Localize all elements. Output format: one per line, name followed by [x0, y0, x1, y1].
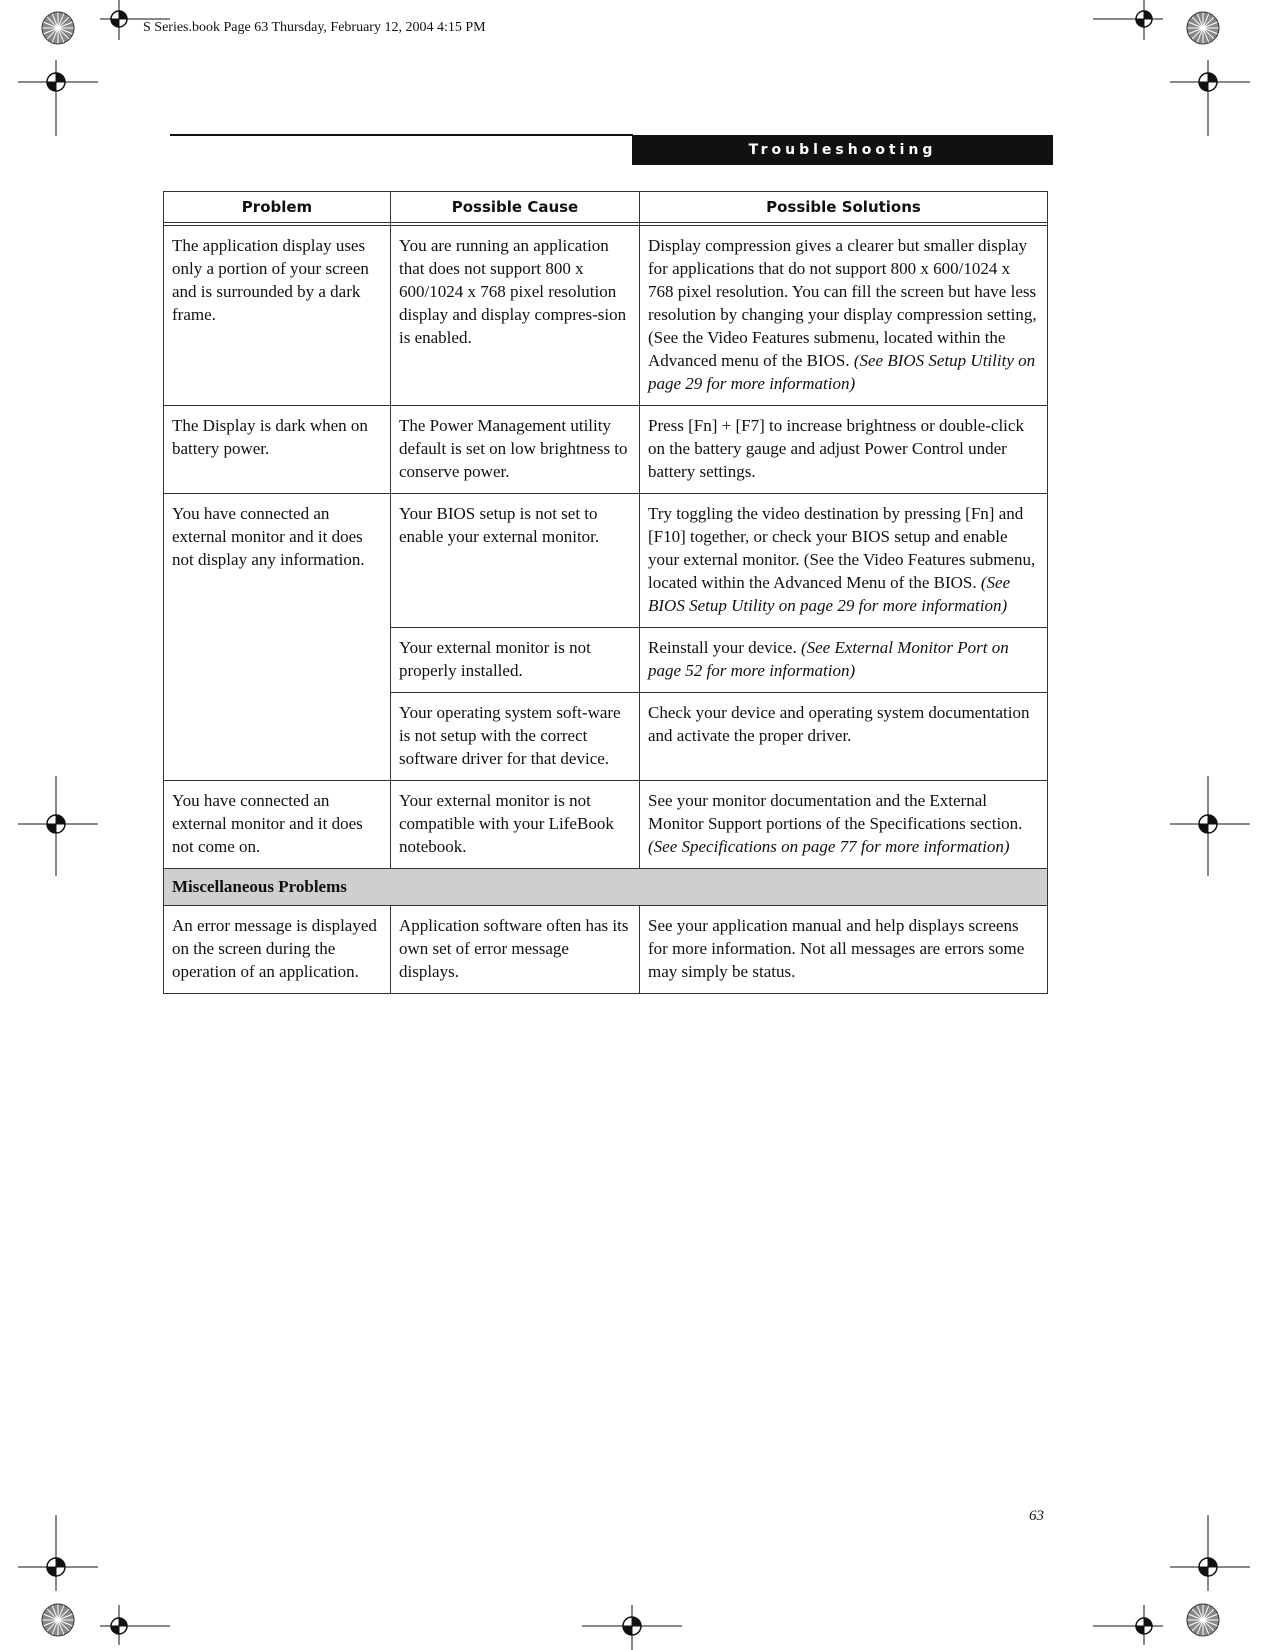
crosshair-mark-icon: [1093, 1605, 1163, 1645]
solution-text: Press [Fn] + [F7] to increase brightness or double-click on the battery gauge and adjust Power Control under battery settings.: [648, 416, 1024, 481]
problem-cell: The Display is dark when on battery power.: [164, 406, 391, 494]
crosshair-mark-icon: [582, 1605, 682, 1650]
table-row: [164, 406, 1048, 494]
crosshair-mark-icon: [18, 776, 98, 876]
cause-cell: The Power Management utility default is set on low brightness to conserve power.: [391, 406, 640, 494]
table-row: [164, 781, 1048, 869]
crosshair-mark-icon: [1170, 60, 1250, 136]
crosshair-mark-icon: [1170, 1515, 1250, 1591]
solution-text: See your application manual and help displays screens for more information. Not all messages are errors some may simply be status.: [648, 916, 1025, 981]
solution-reference: (See Specifications on page 77 for more information): [648, 837, 1010, 856]
registration-wheel-icon: [40, 1602, 76, 1638]
solution-text: Check your device and operating system documentation and activate the proper driver.: [648, 703, 1030, 745]
solution-cell: [640, 628, 1048, 693]
cause-cell: Your BIOS setup is not set to enable your external monitor.: [391, 494, 640, 628]
solution-cell: [640, 693, 1048, 781]
cause-cell: Application software often has its own set of error message displays.: [391, 906, 640, 994]
cause-cell: You are running an application that does not support 800 x 600/1024 x 768 pixel resolution display and display compres-sion is enabled.: [391, 226, 640, 406]
solution-text: Reinstall your device.: [648, 638, 797, 657]
crosshair-mark-icon: [1170, 776, 1250, 876]
section-heading-row: [164, 869, 1048, 906]
cause-cell: Your operating system soft-ware is not setup with the correct software driver for that device.: [391, 693, 640, 781]
solution-reference: (See BIOS Setup Utility on page 29 for more information): [648, 573, 1011, 615]
section-heading: Miscellaneous Problems: [164, 869, 1048, 906]
solution-cell: [640, 226, 1048, 406]
crosshair-mark-icon: [18, 60, 98, 136]
section-header-bar: [632, 135, 1053, 165]
registration-wheel-icon: [1185, 1602, 1221, 1638]
crosshair-mark-icon: [18, 1515, 98, 1591]
header-rule: [170, 134, 633, 136]
column-header-solutions: Possible Solutions: [640, 192, 1048, 223]
problem-cell: You have connected an external monitor and it does not display any information.: [164, 494, 391, 781]
table-row: [164, 494, 1048, 628]
solution-cell: [640, 494, 1048, 628]
problem-cell: An error message is displayed on the screen during the operation of an application.: [164, 906, 391, 994]
cause-cell: Your external monitor is not compatible with your LifeBook notebook.: [391, 781, 640, 869]
solution-text: Try toggling the video destination by pressing [Fn] and [F10] together, or check your BIOS setup and enable your external monitor. (See the Video Features submenu, located within the Advanced Menu of the BIOS.: [648, 504, 1036, 592]
page-number: 63: [1029, 1508, 1044, 1524]
problem-cell: The application display uses only a portion of your screen and is surrounded by a dark frame.: [164, 226, 391, 406]
table-row: [164, 906, 1048, 994]
solution-cell: [640, 781, 1048, 869]
solution-cell: [640, 406, 1048, 494]
crosshair-mark-icon: [100, 1605, 170, 1645]
column-header-problem: Problem: [164, 192, 391, 223]
column-header-cause: Possible Cause: [391, 192, 640, 223]
solution-cell: [640, 906, 1048, 994]
problem-cell: You have connected an external monitor and it does not come on.: [164, 781, 391, 869]
solution-reference: (See External Monitor Port on page 52 for more information): [648, 638, 1009, 680]
cause-cell: Your external monitor is not properly installed.: [391, 628, 640, 693]
troubleshooting-table: [163, 191, 1048, 994]
solution-text: See your monitor documentation and the External Monitor Support portions of the Specifications section.: [648, 791, 1023, 833]
crosshair-mark-icon: [100, 0, 170, 40]
table-row: [164, 226, 1048, 406]
print-slug: S Series.book Page 63 Thursday, February 12, 2004 4:15 PM: [143, 20, 486, 35]
table-header-row: [164, 192, 1048, 223]
registration-wheel-icon: [40, 10, 76, 46]
section-title: Troubleshooting: [748, 142, 937, 158]
registration-wheel-icon: [1185, 10, 1221, 46]
crosshair-mark-icon: [1093, 0, 1163, 40]
solution-text: Display compression gives a clearer but smaller display for applications that do not support 800 x 600/1024 x 768 pixel resolution. You can fill the screen but have less resolution by changing your display compression setting, (See the Video Features submenu, located within the Advanced menu of the BIOS.: [648, 236, 1037, 370]
solution-reference: (See BIOS Setup Utility on page 29 for more information): [648, 351, 1036, 393]
